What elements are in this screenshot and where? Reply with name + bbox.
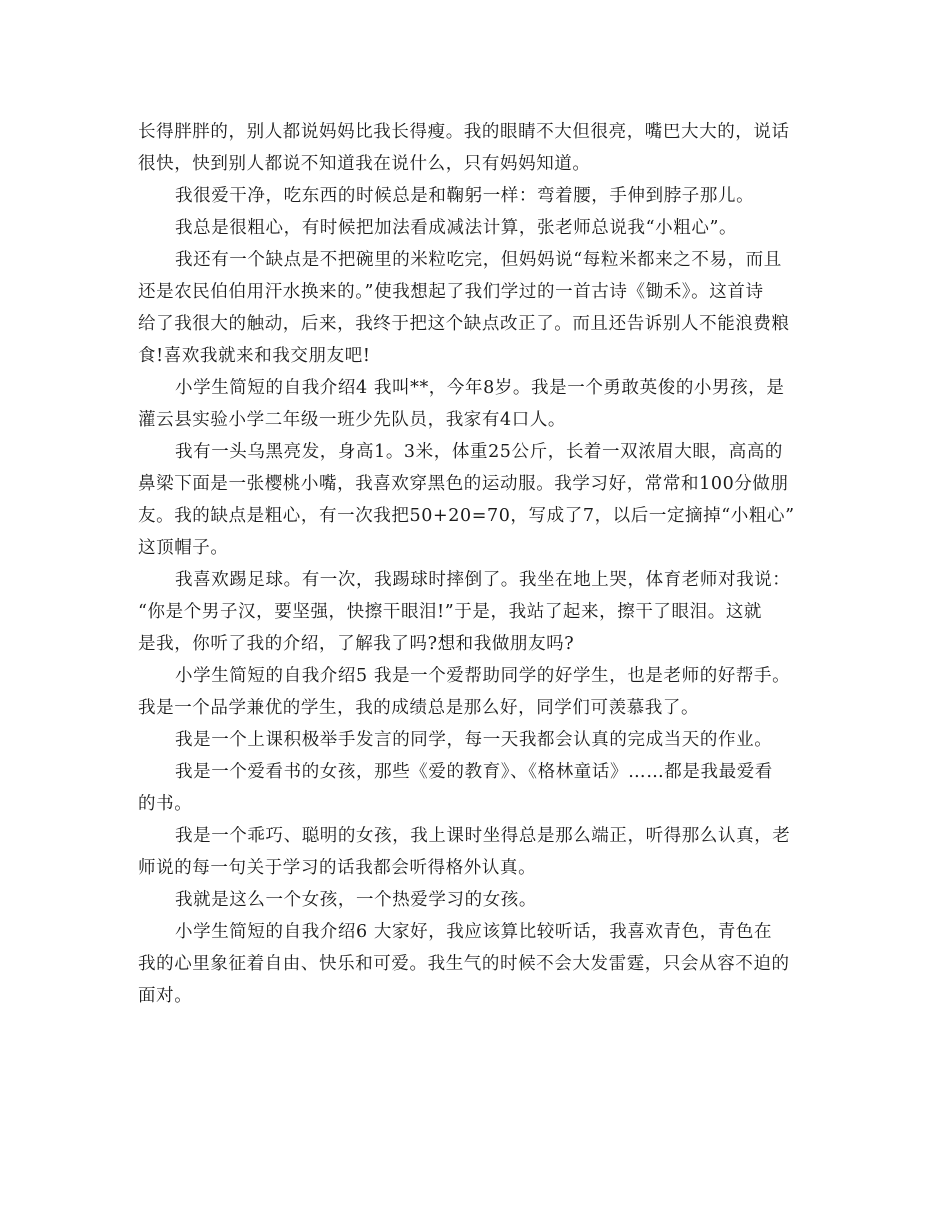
text-line: 我是一个品学兼优的学生，我的成绩总是那么好，同学们可羡慕我了。 [138, 698, 700, 718]
text-line: 我的心里象征着自由、快乐和可爱。我生气的时候不会大发雷霆，只会从容不迫的 [138, 954, 790, 974]
document-body [138, 116, 828, 1012]
text-line: 很快，快到别人都说不知道我在说什么，只有妈妈知道。 [138, 154, 591, 174]
text-line: 这顶帽子。 [138, 538, 229, 558]
text-line: 我有一头乌黑亮发，身高1。3米，体重25公斤，长着一双浓眉大眼，高高的 [175, 442, 784, 462]
text-line: 我是一个乖巧、聪明的女孩，我上课时坐得总是那么端正，听得那么认真，老 [175, 826, 791, 846]
text-line: 还是农民伯伯用汗水换来的。”使我想起了我们学过的一首古诗《锄禾》。这首诗 [138, 282, 764, 302]
text-line: 我总是很粗心，有时候把加法看成减法计算，张老师总说我“小粗心”。 [175, 218, 738, 238]
text-line: 的书。 [138, 794, 193, 814]
text-line: 我很爱干净，吃东西的时候总是和鞠躬一样：弯着腰，手伸到脖子那儿。 [175, 186, 755, 206]
text-line: 我就是这么一个女孩，一个热爱学习的女孩。 [175, 890, 537, 910]
text-line: 我是一个爱看书的女孩，那些《爱的教育》、《格林童话》……都是我最爱看 [175, 762, 773, 782]
section-heading-line: 小学生简短的自我介绍4 我叫**，今年8岁。我是一个勇敢英俊的小男孩，是 [175, 378, 785, 398]
text-line: 鼻梁下面是一张樱桃小嘴，我喜欢穿黑色的运动服。我学习好，常常和100分做朋 [138, 474, 789, 494]
text-line: 我喜欢踢足球。有一次，我踢球时摔倒了。我坐在地上哭，体育老师对我说： [175, 570, 791, 590]
text-line: 我是一个上课积极举手发言的同学，每一天我都会认真的完成当天的作业。 [175, 730, 773, 750]
text-line: 师说的每一句关于学习的话我都会听得格外认真。 [138, 858, 537, 878]
text-line: “你是个男子汉，要坚强，快擦干眼泪!”于是，我站了起来，擦干了眼泪。这就 [138, 602, 763, 622]
section-heading-line: 小学生简短的自我介绍6 大家好，我应该算比较听话，我喜欢青色，青色在 [175, 922, 773, 942]
text-line: 食!喜欢我就来和我交朋友吧! [138, 346, 371, 366]
text-line: 灌云县实验小学二年级一班少先队员，我家有4口人。 [138, 410, 567, 430]
section-heading-line: 小学生简短的自我介绍5 我是一个爱帮助同学的好学生，也是老师的好帮手。 [175, 666, 791, 686]
text-line: 友。我的缺点是粗心，有一次我把50+20=70，写成了7，以后一定摘掉“小粗心” [138, 506, 795, 526]
text-line: 长得胖胖的，别人都说妈妈比我长得瘦。我的眼睛不大但很亮，嘴巴大大的，说话 [138, 122, 790, 142]
text-line: 给了我很大的触动，后来，我终于把这个缺点改正了。而且还告诉别人不能浪费粮 [138, 314, 790, 334]
text-line: 是我，你听了我的介绍，了解我了吗?想和我做朋友吗? [138, 634, 575, 654]
text-line: 面对。 [138, 986, 193, 1006]
text-line: 我还有一个缺点是不把碗里的米粒吃完，但妈妈说“每粒米都来之不易，而且 [175, 250, 782, 270]
